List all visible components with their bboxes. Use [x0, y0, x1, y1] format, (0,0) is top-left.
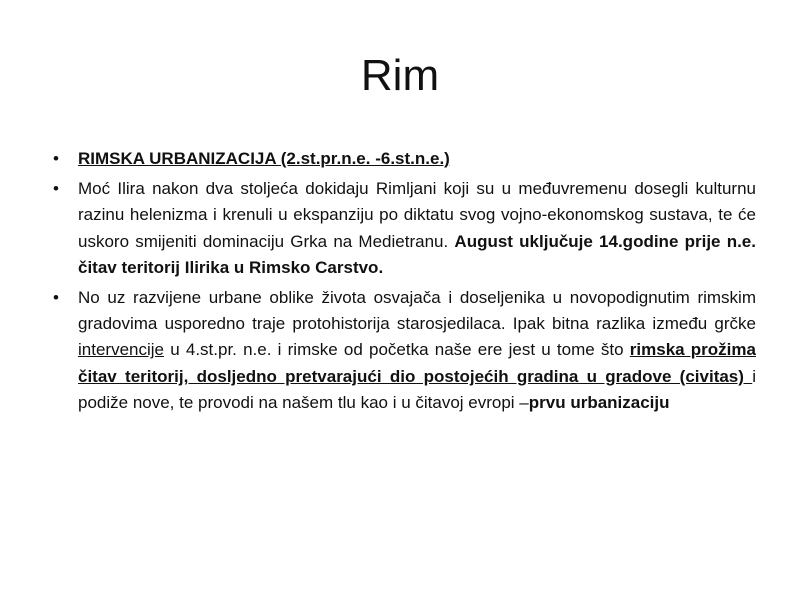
bullet-dot-icon: • [53, 149, 59, 168]
slide-title: Rim [360, 51, 440, 100]
bullet-list [44, 146, 756, 420]
bullet-item-1 [44, 146, 756, 172]
bullet-3-underlined-intervencije: intervencije [78, 340, 164, 360]
bullet-3-bold-underlined-text: rimska prožima čitav teritorij, dosljedno pretvarajući dio postojećih gradina u gradove (civitas) [78, 340, 756, 386]
bullet-3-text-part-2: u 4.st.pr. n.e. i rimske od početka naše ere jest u tome što [164, 340, 630, 360]
bullet-2-bold-text: August uključuje 14.godine prije n.e. čitav teritorij Ilirika u Rimsko Carstvo. [78, 231, 756, 277]
bullet-1-heading: RIMSKA URBANIZACIJA (2.st.pr.n.e. -6.st.n.e.) [78, 149, 450, 168]
bullet-2-text: Moć Ilira nakon dva stoljeća dokidaju Rimljani koji su u međuvremenu dosegli kulturnu razinu helenizma i krenuli u ekspanziju po diktatu svog vojno-ekonomskog sustava, te će uskoro smijeniti dominaciju Grka na Medietranu. [78, 179, 756, 251]
bullet-dot-icon: • [53, 288, 59, 308]
bullet-3-bold-prvu-urbanizaciju: prvu urbanizaciju [528, 392, 670, 412]
bullet-dot-icon: • [53, 179, 59, 199]
bullet-item-3 [44, 285, 756, 416]
bullet-item-2 [44, 176, 756, 281]
bullet-3-text-part-1: No uz razvijene urbane oblike života osvajača i doseljenika u novopodignutim rimskim gradovima usporedno traje protohistorija starosjedilaca. Ipak bitna razlika između grčke [78, 288, 756, 334]
bullet-3-text-part-3: i podiže nove, te provodi na našem tlu kao i u čitavoj evropi – [78, 366, 756, 412]
